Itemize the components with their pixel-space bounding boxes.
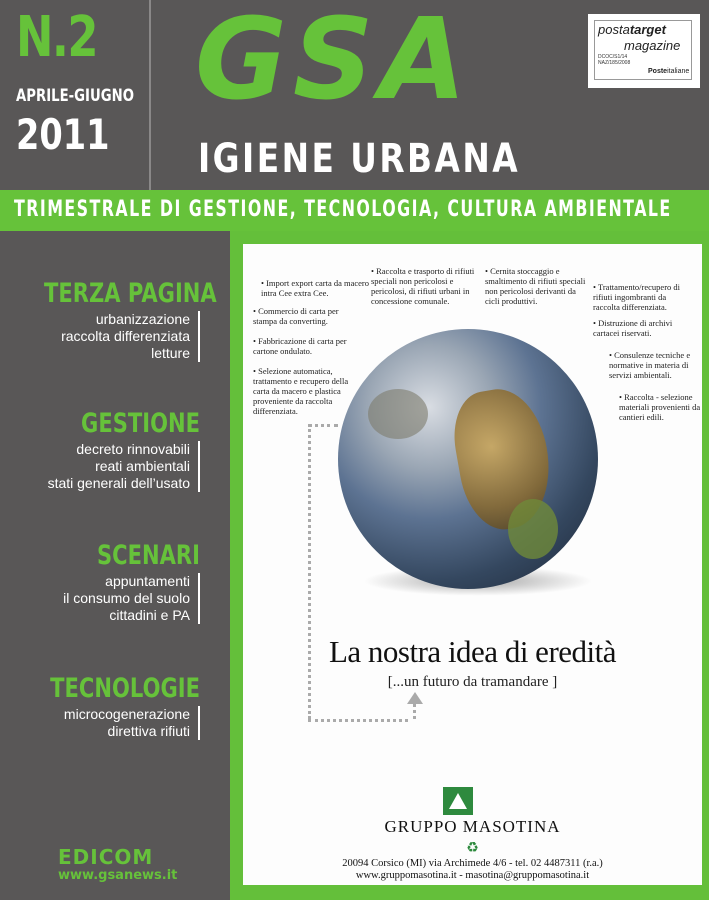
contents-column [0, 231, 230, 900]
section-title: SCENARI [97, 540, 200, 571]
section-items [0, 706, 200, 740]
magazine-subtitle: IGIENE URBANA [198, 136, 521, 182]
advert-address-line: 20094 Corsico (MI) via Archimede 4/6 - tel. 02 4487311 (r.a.) [342, 858, 603, 869]
up-arrow-icon [407, 692, 423, 704]
section-item: decreto rinnovabili [76, 440, 190, 457]
advert-note: • Consulenze tecniche e normative in materia di servizi ambientali. [609, 350, 691, 380]
section-scenari [0, 541, 200, 624]
advert-note: • Selezione automatica, trattamento e recupero della carta da macero e plastica proveniente da raccolta differenziata. [253, 366, 349, 416]
stamp-brand: postatarget [598, 22, 666, 37]
section-title: TERZA PAGINA [44, 278, 217, 309]
section-gestione [0, 409, 200, 492]
issue-block [16, 5, 136, 159]
section-item: urbanizzazione [95, 310, 190, 327]
postage-stamp [588, 14, 700, 88]
magazine-tagline: TRIMESTRALE DI GESTIONE, TECNOLOGIA, CULTURA AMBIENTALE [14, 197, 672, 222]
cover-header [0, 0, 709, 190]
issue-number: N.2 [16, 5, 97, 70]
section-title: TECNOLOGIE [50, 673, 200, 704]
section-item: letture [151, 344, 190, 361]
section-tecnologie [0, 674, 200, 740]
poste-italiane-logo: Posteitaliane [648, 68, 690, 75]
advert-note: • Cernita stoccaggio e smaltimento di rifiuti speciali non pericolosi derivanti da cicli produttivi. [485, 266, 586, 306]
dotted-line [308, 719, 408, 722]
dotted-line [308, 424, 338, 427]
section-items [0, 311, 200, 362]
header-divider [149, 0, 151, 190]
issue-period: APRILE-GIUGNO [16, 86, 134, 106]
advert [243, 244, 702, 885]
section-terza-pagina [0, 278, 217, 362]
section-item: raccolta differenziata [61, 327, 190, 344]
advert-note: • Raccolta e trasporto di rifiuti speciali non pericolosi e pericolosi, di rifiuti urbani in concessione comunale. [371, 266, 475, 306]
tagline-band [0, 190, 709, 231]
globe-land [368, 389, 428, 439]
advert-note: • Import export carta da macero intra Cee extra Cee. [261, 278, 369, 298]
advert-headline: La nostra idea di eredità [328, 634, 617, 669]
section-item: il consumo del suolo [63, 589, 190, 606]
section-item: microcogenerazione [63, 705, 190, 722]
section-item: stati generali dell’usato [47, 474, 190, 491]
section-item: reati ambientali [95, 457, 190, 474]
advert-note: • Distruzione di archivi cartacei riservati. [593, 318, 673, 338]
advert-note: • Fabbricazione di carta per cartone ondulato. [253, 336, 347, 356]
recycle-icon: ♻ [466, 840, 479, 856]
section-item: direttiva rifiuti [107, 722, 190, 739]
advert-note: • Commercio di carta per stampa da converting. [253, 306, 339, 326]
publisher-logo: EDICOM [58, 845, 154, 869]
section-item: cittadini e PA [109, 606, 190, 623]
advert-subheadline: [...un futuro da tramandare ] [387, 674, 558, 690]
stamp-magazine: magazine [624, 38, 681, 53]
section-title: GESTIONE [81, 408, 200, 439]
advert-brand: GRUPPO MASOTINA [384, 817, 561, 836]
advert-contact-line: www.gruppomasotina.it - masotina@gruppomasotina.it [355, 870, 590, 881]
section-items [0, 573, 200, 624]
masotina-logo-icon [443, 787, 473, 815]
crumpled-globe-image [338, 329, 598, 589]
advert-note: • Raccolta - selezione materiali provenienti da cantieri edili. [619, 392, 701, 422]
magazine-logo: GSA [195, 0, 473, 125]
issue-year: 2011 [16, 110, 110, 159]
publisher-website: www.gsanews.it [58, 868, 178, 883]
advert-address [243, 858, 702, 882]
section-item: appuntamenti [105, 572, 190, 589]
advert-note: • Trattamento/recupero di rifiuti ingombranti da raccolta differenziata. [593, 282, 681, 312]
section-items [0, 441, 200, 492]
globe-land [508, 499, 558, 559]
stamp-code: DCOC/S1/14 NAZ/185/2008 [598, 54, 631, 66]
